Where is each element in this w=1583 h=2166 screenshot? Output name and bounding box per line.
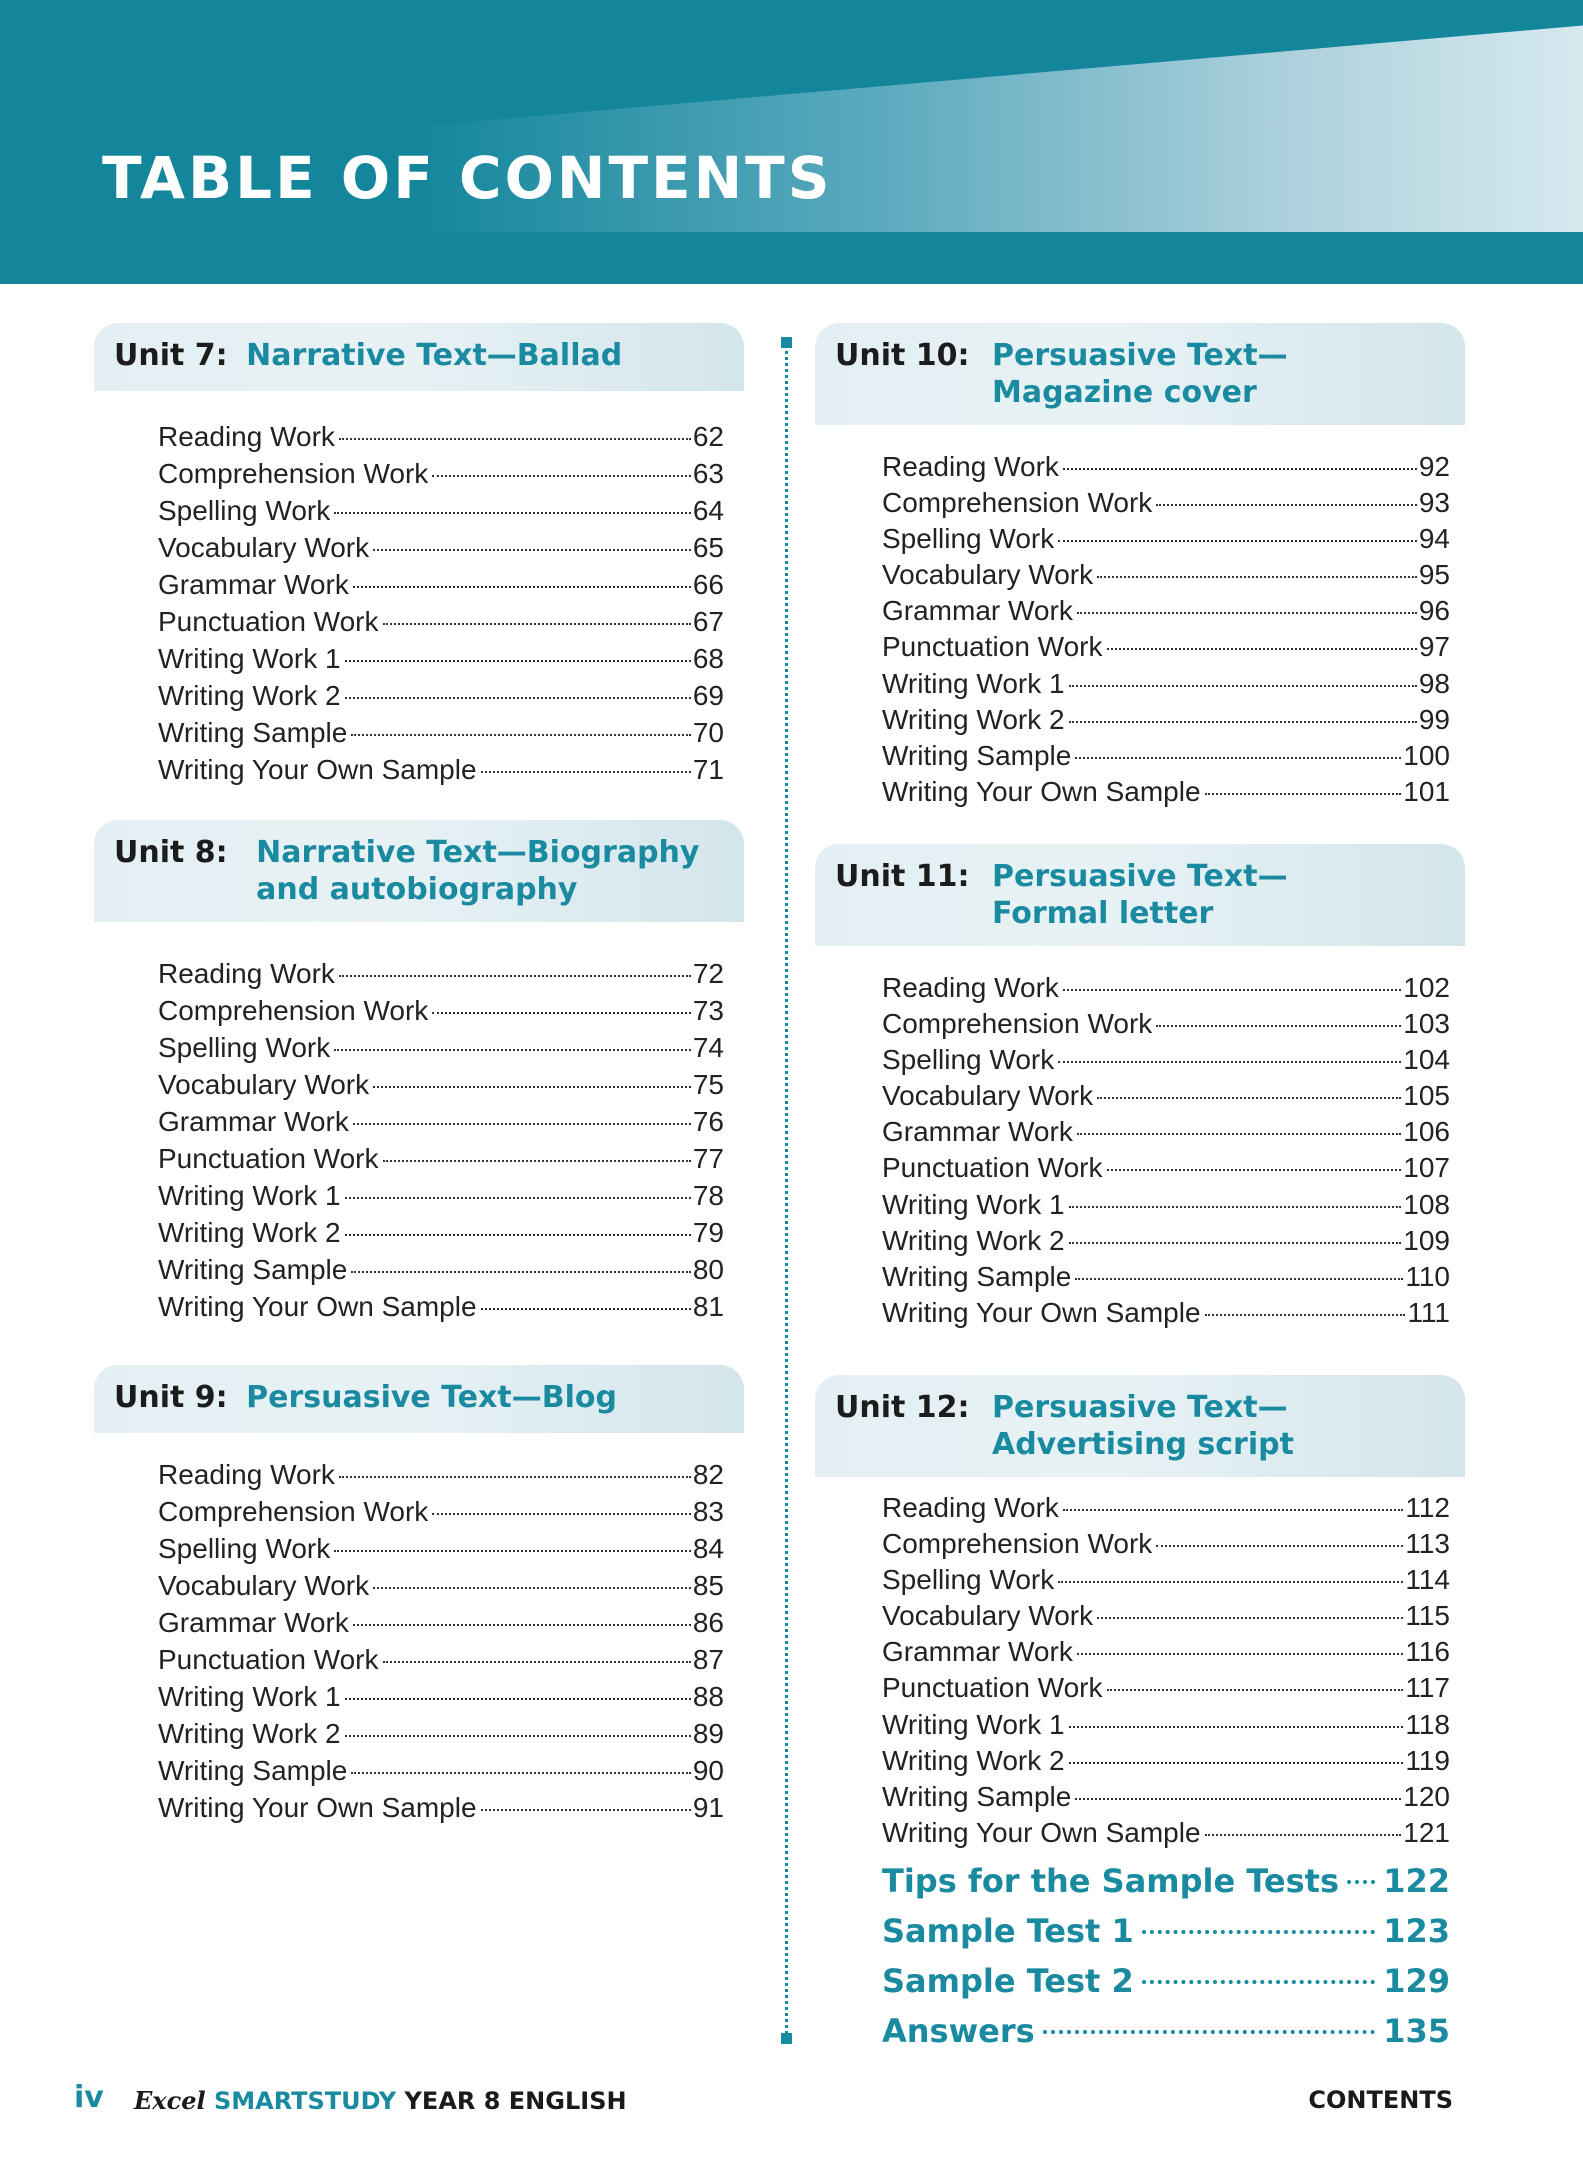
- entry-label: Grammar Work: [882, 1636, 1073, 1668]
- dot-leader: [1142, 1930, 1375, 1934]
- contents-entry: [158, 1217, 724, 1254]
- extra-label: Sample Test 2: [882, 1962, 1134, 2000]
- unit-7-entries: [158, 421, 724, 791]
- unit-8-header: [94, 820, 744, 922]
- dot-leader: [353, 1624, 691, 1626]
- entry-page-number: 115: [1405, 1600, 1450, 1632]
- entry-label: Vocabulary Work: [882, 559, 1094, 591]
- unit-10-header: [815, 323, 1465, 425]
- entry-page-number: 74: [692, 1032, 724, 1063]
- dot-leader: [1075, 1798, 1401, 1800]
- unit-number: Unit 9:: [114, 1380, 228, 1415]
- contents-entry: [158, 1533, 724, 1570]
- entry-label: Writing Work 1: [882, 1708, 1065, 1740]
- contents-entry: [882, 1261, 1450, 1297]
- dot-leader: [1058, 1061, 1401, 1063]
- entry-page-number: 72: [692, 958, 724, 989]
- contents-entry: [158, 421, 724, 458]
- entry-label: Reading Work: [882, 972, 1059, 1003]
- extra-label: Sample Test 1: [882, 1912, 1134, 1950]
- entry-label: Writing Work 1: [882, 1188, 1065, 1220]
- entry-page-number: 87: [692, 1644, 724, 1675]
- footer-book: YEAR 8 ENGLISH: [404, 2087, 627, 2115]
- unit-number: Unit 8:: [114, 835, 228, 870]
- entry-label: Writing Your Own Sample: [882, 1296, 1201, 1328]
- entry-label: Grammar Work: [158, 1607, 349, 1638]
- entry-label: Spelling Work: [158, 1032, 331, 1063]
- entry-page-number: 69: [692, 680, 724, 711]
- dot-leader: [353, 586, 691, 588]
- dot-leader: [373, 1587, 691, 1589]
- dot-leader: [334, 1550, 691, 1552]
- contents-entry: [158, 1032, 724, 1069]
- extra-label: Answers: [882, 2012, 1035, 2050]
- entry-page-number: 103: [1403, 1008, 1450, 1040]
- entry-page-number: 71: [692, 754, 724, 785]
- contents-entry: [882, 1297, 1450, 1333]
- entry-label: Writing Sample: [158, 1755, 348, 1786]
- dot-leader: [1156, 1025, 1401, 1027]
- entry-page-number: 100: [1403, 739, 1450, 771]
- entry-label: Reading Work: [882, 1492, 1059, 1523]
- entry-label: Writing Work 1: [882, 667, 1065, 699]
- entry-page-number: 70: [692, 717, 724, 748]
- footer-series: SMARTSTUDY: [213, 2087, 397, 2115]
- divider-bottom-cap: [781, 2033, 792, 2044]
- dot-leader: [339, 438, 691, 440]
- dot-leader: [1058, 540, 1417, 542]
- entry-label: Writing Your Own Sample: [158, 1291, 477, 1322]
- entry-page-number: 67: [692, 606, 724, 637]
- dot-leader: [1142, 1980, 1375, 1984]
- dot-leader: [1347, 1880, 1375, 1884]
- entry-label: Vocabulary Work: [158, 532, 370, 563]
- entry-label: Grammar Work: [882, 595, 1073, 627]
- entry-label: Reading Work: [158, 958, 335, 989]
- contents-entry: [158, 1755, 724, 1792]
- entry-page-number: 111: [1407, 1296, 1450, 1328]
- entry-page-number: 113: [1405, 1528, 1450, 1560]
- contents-entry: [158, 1254, 724, 1291]
- entry-page-number: 92: [1418, 451, 1450, 482]
- extra-page-number: 122: [1383, 1862, 1450, 1900]
- entry-page-number: 80: [692, 1254, 724, 1285]
- contents-entry: [158, 1291, 724, 1328]
- entry-label: Grammar Work: [158, 1106, 349, 1137]
- entry-label: Writing Your Own Sample: [158, 754, 477, 785]
- entry-label: Writing Work 2: [158, 1217, 341, 1248]
- entry-page-number: 107: [1403, 1152, 1450, 1184]
- extra-page-number: 123: [1383, 1912, 1450, 1950]
- entry-label: Punctuation Work: [158, 1644, 379, 1675]
- dot-leader: [339, 1476, 691, 1478]
- entry-label: Spelling Work: [158, 495, 331, 526]
- dot-leader: [383, 623, 691, 625]
- unit-title: Persuasive Text— Advertising script: [991, 1390, 1294, 1462]
- entry-page-number: 79: [692, 1217, 724, 1248]
- entry-page-number: 109: [1403, 1224, 1450, 1256]
- contents-entry: [158, 1459, 724, 1496]
- unit-title: Persuasive Text— Formal letter: [991, 859, 1288, 931]
- dot-leader: [1075, 757, 1401, 759]
- entry-label: Punctuation Work: [882, 1672, 1103, 1704]
- contents-entry: [158, 1570, 724, 1607]
- entry-page-number: 120: [1403, 1780, 1450, 1812]
- entry-page-number: 64: [692, 495, 724, 526]
- unit-12-entries: [882, 1492, 1450, 1853]
- dot-leader: [1069, 685, 1417, 687]
- entry-page-number: 85: [692, 1570, 724, 1601]
- contents-entry: [158, 754, 724, 791]
- entry-page-number: 86: [692, 1607, 724, 1638]
- dot-leader: [334, 512, 691, 514]
- contents-entry: [882, 1492, 1450, 1528]
- contents-entry: [158, 1718, 724, 1755]
- dot-leader: [1069, 1242, 1402, 1244]
- page-title: TABLE OF CONTENTS: [102, 144, 833, 212]
- dot-leader: [373, 1086, 691, 1088]
- unit-number: Unit 11:: [835, 859, 970, 894]
- entry-page-number: 114: [1405, 1564, 1450, 1596]
- dot-leader: [339, 975, 691, 977]
- entry-label: Comprehension Work: [882, 487, 1153, 519]
- entry-label: Writing Your Own Sample: [882, 775, 1201, 807]
- dot-leader: [1205, 1834, 1402, 1836]
- entry-page-number: 116: [1405, 1636, 1450, 1668]
- entry-page-number: 91: [692, 1792, 724, 1823]
- contents-entry: [158, 1180, 724, 1217]
- dot-leader: [1058, 1581, 1403, 1583]
- entry-label: Comprehension Work: [882, 1528, 1153, 1560]
- dot-leader: [1097, 1097, 1401, 1099]
- dot-leader: [345, 697, 691, 699]
- entry-label: Punctuation Work: [882, 1152, 1103, 1184]
- footer-brand: Excel: [134, 2086, 206, 2115]
- dot-leader: [1107, 648, 1417, 650]
- column-divider: [785, 340, 788, 2040]
- dot-leader: [481, 771, 691, 773]
- entry-page-number: 62: [692, 421, 724, 452]
- entry-page-number: 98: [1418, 667, 1450, 699]
- contents-entry: [882, 776, 1450, 812]
- entry-page-number: 88: [692, 1681, 724, 1712]
- dot-leader: [1107, 1169, 1402, 1171]
- contents-entry: [882, 1781, 1450, 1817]
- unit-title: Narrative Text—Ballad: [246, 338, 623, 373]
- unit-12-header: [815, 1375, 1465, 1477]
- entry-label: Writing Work 1: [158, 1681, 341, 1712]
- extra-entries: [882, 1862, 1450, 2062]
- entry-label: Reading Work: [158, 1459, 335, 1490]
- entry-label: Writing Work 2: [882, 1224, 1065, 1256]
- entry-label: Comprehension Work: [882, 1008, 1153, 1040]
- entry-page-number: 65: [692, 532, 724, 563]
- entry-label: Comprehension Work: [158, 1496, 429, 1527]
- entry-label: Writing Work 1: [158, 1180, 341, 1211]
- entry-page-number: 89: [692, 1718, 724, 1749]
- entry-label: Writing Your Own Sample: [882, 1816, 1201, 1848]
- dot-leader: [351, 1271, 691, 1273]
- entry-label: Writing Work 1: [158, 643, 341, 674]
- entry-label: Punctuation Work: [158, 1143, 379, 1174]
- contents-entry: [882, 1044, 1450, 1080]
- contents-entry: [882, 487, 1450, 523]
- contents-entry: [882, 668, 1450, 704]
- dot-leader: [1069, 721, 1417, 723]
- contents-entry: [882, 631, 1450, 667]
- dot-leader: [1077, 1133, 1401, 1135]
- dot-leader: [1097, 576, 1417, 578]
- entry-page-number: 96: [1418, 595, 1450, 627]
- contents-entry: [158, 1106, 724, 1143]
- entry-label: Spelling Work: [882, 1044, 1055, 1076]
- unit-title: Persuasive Text— Magazine cover: [991, 338, 1288, 410]
- entry-page-number: 94: [1418, 523, 1450, 555]
- entry-page-number: 78: [692, 1180, 724, 1211]
- entry-label: Vocabulary Work: [882, 1600, 1094, 1632]
- contents-entry: [882, 1709, 1450, 1745]
- dot-leader: [334, 1049, 691, 1051]
- contents-entry: [158, 1069, 724, 1106]
- entry-page-number: 104: [1403, 1044, 1450, 1076]
- unit-number: Unit 10:: [835, 338, 970, 373]
- entry-page-number: 82: [692, 1459, 724, 1490]
- dot-leader: [1069, 1206, 1402, 1208]
- dot-leader: [345, 1234, 691, 1236]
- entry-page-number: 112: [1405, 1492, 1450, 1523]
- entry-label: Vocabulary Work: [158, 1069, 370, 1100]
- entry-label: Writing Sample: [882, 739, 1072, 771]
- dot-leader: [1075, 1278, 1403, 1280]
- title-banner: [0, 0, 1583, 284]
- dot-leader: [1069, 1726, 1404, 1728]
- extra-page-number: 129: [1383, 1962, 1450, 2000]
- unit-title: Narrative Text—Biography and autobiography: [256, 835, 700, 907]
- contents-entry: [158, 1792, 724, 1829]
- contents-entry: [882, 1672, 1450, 1708]
- dot-leader: [1063, 1509, 1403, 1511]
- contents-entry: [882, 740, 1450, 776]
- entry-page-number: 81: [692, 1291, 724, 1322]
- unit-9-entries: [158, 1459, 724, 1829]
- entry-page-number: 106: [1403, 1116, 1450, 1148]
- entry-label: Spelling Work: [882, 1564, 1055, 1596]
- entry-page-number: 108: [1403, 1188, 1450, 1220]
- entry-page-number: 84: [692, 1533, 724, 1564]
- entry-page-number: 110: [1405, 1260, 1450, 1292]
- entry-page-number: 118: [1405, 1708, 1450, 1740]
- dot-leader: [383, 1661, 691, 1663]
- entry-label: Grammar Work: [882, 1116, 1073, 1148]
- entry-label: Grammar Work: [158, 569, 349, 600]
- entry-label: Reading Work: [882, 451, 1059, 482]
- extra-entry: [882, 1862, 1450, 1912]
- unit-11-header: [815, 844, 1465, 946]
- entry-label: Vocabulary Work: [882, 1080, 1094, 1112]
- dot-leader: [1063, 989, 1401, 991]
- contents-entry: [158, 995, 724, 1032]
- dot-leader: [432, 475, 691, 477]
- extra-entry: [882, 2012, 1450, 2062]
- entry-label: Punctuation Work: [158, 606, 379, 637]
- entry-page-number: 77: [692, 1143, 724, 1174]
- dot-leader: [373, 549, 691, 551]
- entry-page-number: 95: [1418, 559, 1450, 591]
- entry-page-number: 90: [692, 1755, 724, 1786]
- entry-page-number: 93: [1418, 487, 1450, 519]
- unit-10-entries: [882, 451, 1450, 812]
- unit-7-header: [94, 323, 744, 391]
- contents-entry: [158, 958, 724, 995]
- contents-entry: [882, 972, 1450, 1008]
- contents-entry: [882, 1152, 1450, 1188]
- entry-page-number: 73: [692, 995, 724, 1026]
- contents-entry: [882, 1116, 1450, 1152]
- extra-label: Tips for the Sample Tests: [882, 1862, 1340, 1900]
- contents-entry: [882, 451, 1450, 487]
- unit-11-entries: [882, 972, 1450, 1333]
- entry-label: Spelling Work: [158, 1533, 331, 1564]
- entry-page-number: 63: [692, 458, 724, 489]
- entry-page-number: 119: [1405, 1744, 1450, 1776]
- entry-page-number: 102: [1403, 972, 1450, 1003]
- contents-entry: [158, 569, 724, 606]
- contents-entry: [882, 1745, 1450, 1781]
- entry-label: Comprehension Work: [158, 995, 429, 1026]
- dot-leader: [1063, 468, 1417, 470]
- contents-entry: [882, 1636, 1450, 1672]
- entry-label: Writing Sample: [882, 1260, 1072, 1292]
- contents-entry: [158, 680, 724, 717]
- entry-page-number: 76: [692, 1106, 724, 1137]
- entry-label: Writing Sample: [882, 1780, 1072, 1812]
- entry-page-number: 83: [692, 1496, 724, 1527]
- dot-leader: [1156, 1545, 1403, 1547]
- footer-book-title: [134, 2086, 627, 2115]
- entry-label: Vocabulary Work: [158, 1570, 370, 1601]
- dot-leader: [1077, 1653, 1404, 1655]
- contents-entry: [882, 1225, 1450, 1261]
- dot-leader: [1205, 793, 1402, 795]
- contents-entry: [882, 595, 1450, 631]
- contents-entry: [158, 1644, 724, 1681]
- unit-title: Persuasive Text—Blog: [246, 1380, 617, 1415]
- dot-leader: [432, 1012, 691, 1014]
- contents-entry: [158, 1607, 724, 1644]
- unit-9-header: [94, 1365, 744, 1433]
- contents-entry: [158, 532, 724, 569]
- dot-leader: [383, 1160, 691, 1162]
- dot-leader: [481, 1308, 691, 1310]
- contents-entry: [882, 1080, 1450, 1116]
- dot-leader: [345, 1197, 691, 1199]
- entry-label: Punctuation Work: [882, 631, 1103, 663]
- footer-page-number: iv: [74, 2080, 104, 2115]
- entry-label: Comprehension Work: [158, 458, 429, 489]
- entry-label: Writing Work 2: [158, 1718, 341, 1749]
- dot-leader: [1156, 504, 1417, 506]
- contents-entry: [882, 523, 1450, 559]
- contents-entry: [158, 643, 724, 680]
- contents-entry: [882, 1528, 1450, 1564]
- entry-label: Writing Your Own Sample: [158, 1792, 477, 1823]
- entry-label: Writing Work 2: [882, 703, 1065, 735]
- dot-leader: [353, 1123, 691, 1125]
- contents-entry: [158, 495, 724, 532]
- contents-entry: [882, 1189, 1450, 1225]
- entry-page-number: 117: [1405, 1672, 1450, 1704]
- dot-leader: [351, 1772, 691, 1774]
- entry-label: Writing Sample: [158, 717, 348, 748]
- dot-leader: [1107, 1689, 1404, 1691]
- contents-entry: [158, 458, 724, 495]
- entry-label: Writing Work 2: [882, 1744, 1065, 1776]
- dot-leader: [351, 734, 691, 736]
- footer-section: CONTENTS: [1308, 2086, 1453, 2114]
- entry-page-number: 121: [1403, 1816, 1450, 1848]
- unit-number: Unit 7:: [114, 338, 228, 373]
- divider-top-cap: [781, 337, 792, 348]
- contents-entry: [158, 717, 724, 754]
- dot-leader: [1069, 1762, 1404, 1764]
- entry-page-number: 75: [692, 1069, 724, 1100]
- entry-label: Writing Work 2: [158, 680, 341, 711]
- dot-leader: [1043, 2030, 1376, 2034]
- dot-leader: [1205, 1314, 1406, 1316]
- unit-number: Unit 12:: [835, 1390, 970, 1425]
- contents-entry: [882, 1600, 1450, 1636]
- contents-entry: [158, 1681, 724, 1718]
- entry-page-number: 97: [1418, 631, 1450, 663]
- dot-leader: [345, 1735, 691, 1737]
- contents-entry: [882, 559, 1450, 595]
- entry-page-number: 68: [692, 643, 724, 674]
- entry-page-number: 66: [692, 569, 724, 600]
- extra-page-number: 135: [1383, 2012, 1450, 2050]
- entry-label: Writing Sample: [158, 1254, 348, 1285]
- entry-page-number: 105: [1403, 1080, 1450, 1112]
- contents-entry: [882, 1564, 1450, 1600]
- contents-entry: [158, 1143, 724, 1180]
- entry-page-number: 99: [1418, 703, 1450, 735]
- entry-page-number: 101: [1403, 775, 1450, 807]
- contents-entry: [882, 1817, 1450, 1853]
- contents-entry: [158, 1496, 724, 1533]
- extra-entry: [882, 1912, 1450, 1962]
- dot-leader: [345, 660, 691, 662]
- entry-label: Spelling Work: [882, 523, 1055, 555]
- unit-8-entries: [158, 958, 724, 1328]
- dot-leader: [1077, 612, 1417, 614]
- extra-entry: [882, 1962, 1450, 2012]
- entry-label: Reading Work: [158, 421, 335, 452]
- dot-leader: [345, 1698, 691, 1700]
- contents-entry: [158, 606, 724, 643]
- contents-entry: [882, 1008, 1450, 1044]
- contents-entry: [882, 704, 1450, 740]
- dot-leader: [1097, 1617, 1403, 1619]
- dot-leader: [481, 1809, 691, 1811]
- dot-leader: [432, 1513, 691, 1515]
